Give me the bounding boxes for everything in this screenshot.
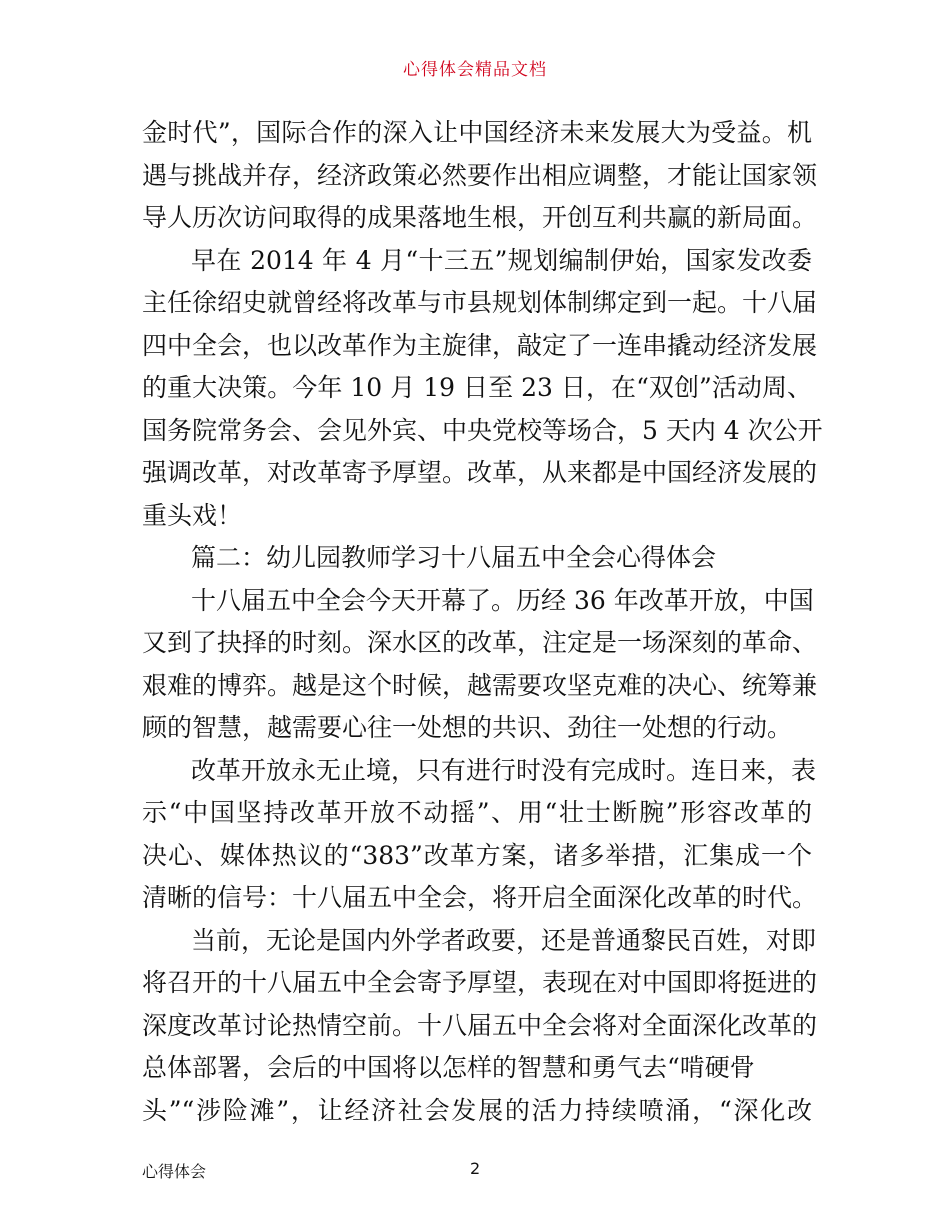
text-line (142, 452, 818, 495)
text-line-content: 改革开放永无止境，只有进行时没有完成时。连日来，表 (191, 755, 817, 785)
text-line-content: 艰难的博弈。越是这个时候，越需要攻坚克难的决心、统筹兼 (142, 670, 818, 700)
text-line-content: 四中全会，也以改革作为主旋律，敲定了一连串撬动经济发展 (142, 330, 818, 360)
text-line (142, 792, 812, 835)
text-line (142, 665, 818, 708)
text-line-content: 当前，无论是国内外学者政要，还是普通黎民百姓，对即 (191, 925, 817, 955)
text-line-content: 金时代”，国际合作的深入让中国经济未来发展大为受益。机 (142, 118, 812, 147)
text-line-content: 遇与挑战并存，经济政策必然要作出相应调整，才能让国家领 (142, 160, 818, 190)
text-line (142, 1090, 812, 1133)
text-line (142, 750, 817, 793)
text-line (142, 920, 817, 963)
text-line (142, 537, 812, 580)
text-line (142, 155, 818, 198)
text-line-content: 总体部署，会后的中国将以怎样的智慧和勇气去“啃硬骨 (142, 1053, 755, 1082)
text-line (142, 877, 818, 920)
text-line (142, 197, 818, 240)
footer-label: 心得体会 (142, 1162, 207, 1181)
page-number: 2 (470, 1159, 481, 1178)
text-line-content: 又到了抉择的时刻。深水区的改革，注定是一场深刻的革命、 (142, 628, 818, 657)
text-line (142, 962, 818, 1005)
text-line (142, 495, 812, 538)
document-body (142, 112, 823, 1132)
text-line-content: 顾的智慧，越需要心往一处想的共识、劲往一处想的行动。 (142, 713, 793, 742)
text-line (142, 112, 812, 155)
text-line-content: 将召开的十八届五中全会寄予厚望，表现在对中国即将挺进的 (142, 968, 818, 997)
text-line (142, 367, 812, 410)
text-line-content: 十八届五中全会今天开幕了。历经 36 年改革开放，中国 (191, 585, 814, 615)
text-line-content: 导人历次访问取得的成果落地生根，开创互利共赢的新局面。 (142, 203, 818, 232)
text-line-content: 早在 2014 年 4 月“十三五”规划编制伊始，国家发改委 (191, 245, 812, 275)
text-line-content: 的重大决策。今年 10 月 19 日至 23 日，在“双创”活动周、 (142, 373, 812, 402)
text-line (142, 707, 812, 750)
text-line (142, 622, 818, 665)
text-line (142, 325, 818, 368)
text-line (142, 580, 812, 623)
text-line (142, 282, 818, 325)
text-line-content: 重头戏！ (142, 500, 243, 530)
text-line-content: 主任徐绍史就曾经将改革与市县规划体制绑定到一起。十八届 (142, 288, 818, 317)
text-line (142, 410, 823, 453)
text-line (142, 835, 812, 878)
text-line-content: 篇二：幼儿园教师学习十八届五中全会心得体会 (191, 543, 717, 572)
text-line-content: 决心、媒体热议的“383”改革方案，诸多举措，汇集成一个 (142, 840, 812, 870)
text-line-content: 强调改革，对改革寄予厚望。改革，从来都是中国经济发展的 (142, 458, 818, 487)
text-line (142, 1005, 818, 1048)
text-line-content: 头”“涉险滩”，让经济社会发展的活力持续喷涌，“深化改 (142, 1095, 812, 1125)
text-line-content: 国务院常务会、会见外宾、中央党校等场合，5 天内 4 次公开 (142, 415, 823, 445)
text-line-content: 深度改革讨论热情空前。十八届五中全会将对全面深化改革的 (142, 1010, 818, 1040)
page-header-title: 心得体会精品文档 (403, 60, 547, 80)
text-line-content: 示“中国坚持改革开放不动摇”、用“壮士断腕”形容改革的 (142, 798, 812, 827)
text-line (142, 240, 812, 283)
text-line (142, 1047, 812, 1090)
text-line-content: 清晰的信号：十八届五中全会，将开启全面深化改革的时代。 (142, 883, 818, 912)
